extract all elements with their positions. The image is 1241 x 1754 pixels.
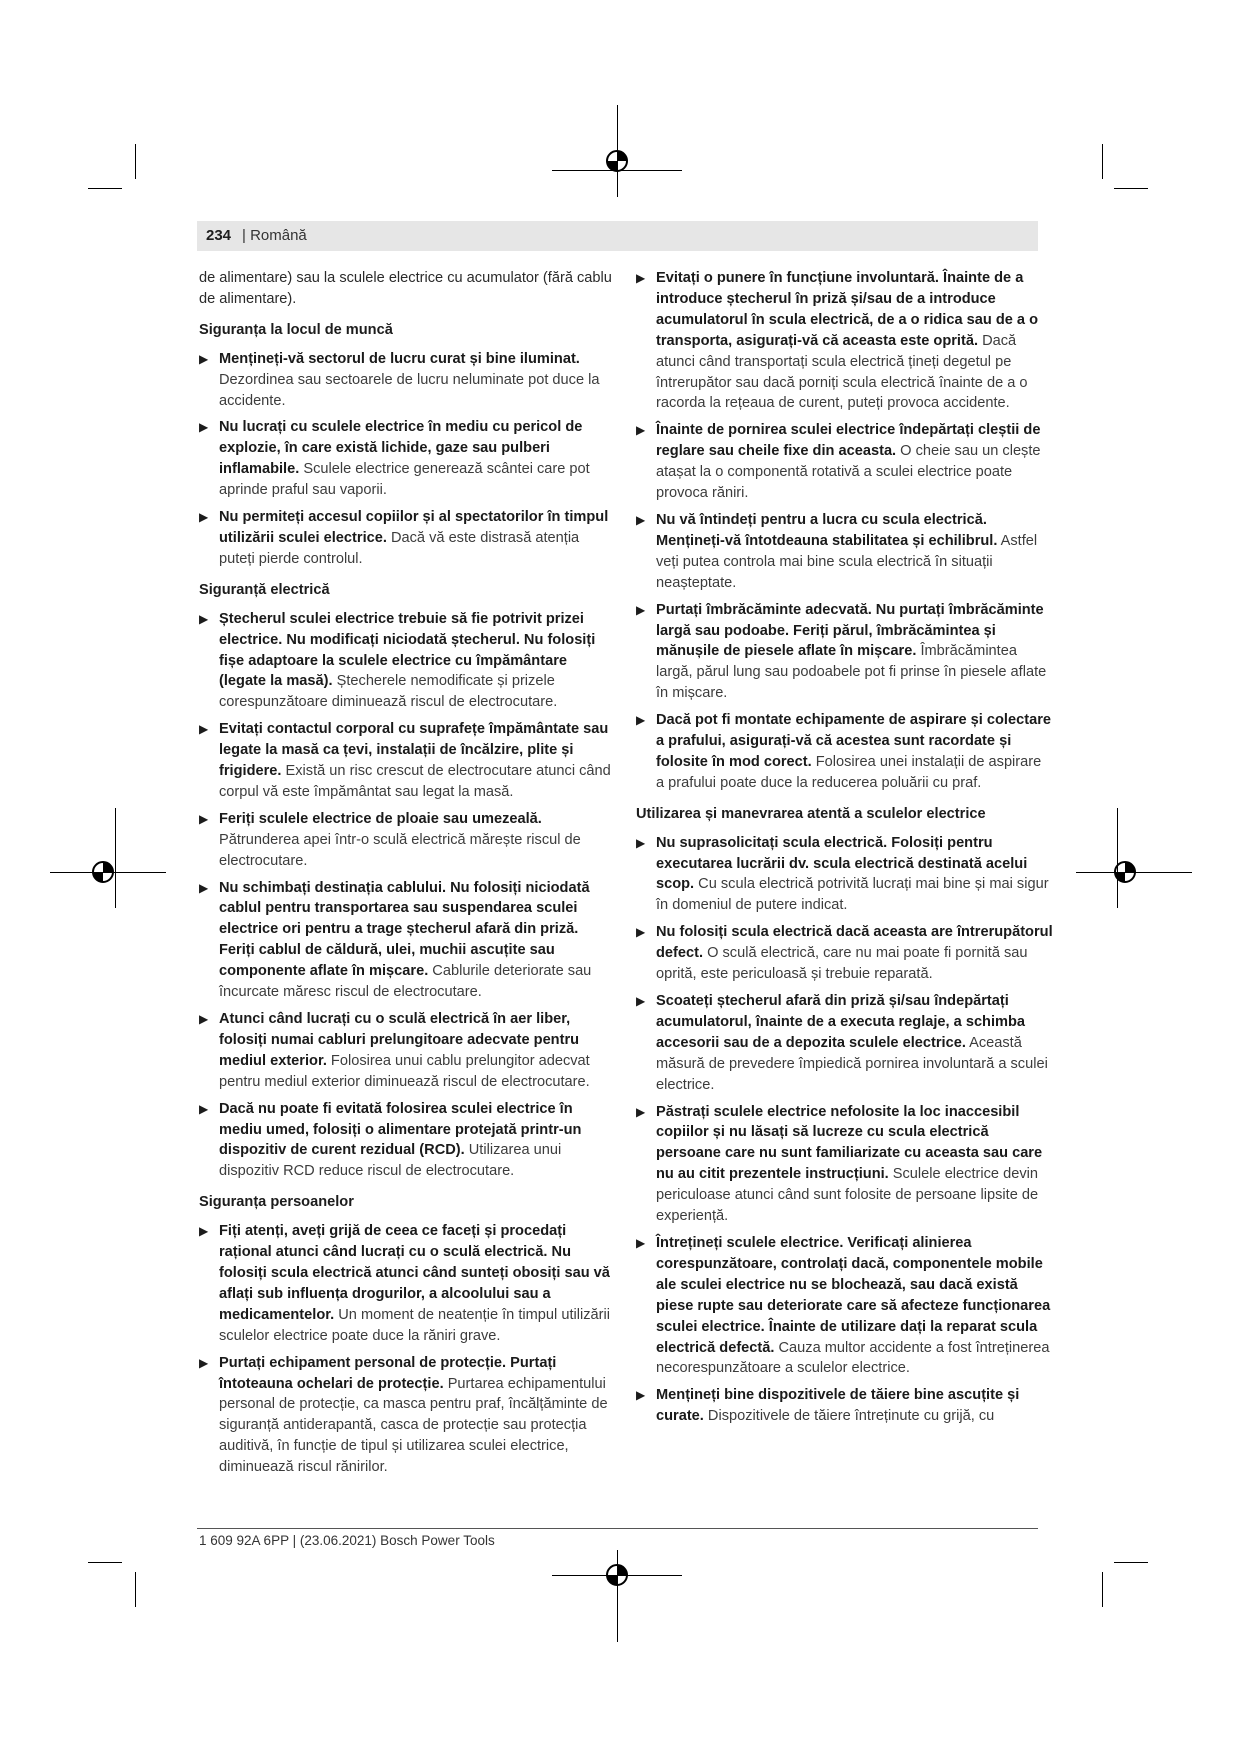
list-item: ▶ Nu lucrați cu sculele electrice în mediu cu pericol de explozie, în care există lichide, gaze sau pulberi inflamabile. Sculele electrice generează scântei care pot aprinde praful sau vaporii.	[199, 419, 590, 499]
list-item: ▶ Purtați îmbrăcăminte adecvată. Nu purtați îmbrăcăminte largă sau podoabe. Feriți părul, îmbrăcămintea și mănușile de piesele aflate în mișcare. Îmbrăcămintea largă, părul lung sau podoabele pot fi prinse în piesele aflate în mișcare.	[636, 601, 1047, 702]
registration-target-icon	[599, 1557, 635, 1593]
page-number: 234	[206, 227, 232, 244]
language-label: | Română	[242, 227, 307, 244]
crop-mark	[1114, 1562, 1148, 1563]
registration-target-icon	[599, 143, 635, 179]
bullet-arrow-icon: ▶	[636, 602, 646, 617]
list-item: ▶ Evitați o punere în funcțiune involuntară. Înainte de a introduce ștecherul în priză și/sau de a introduce acumulatorul în scula electrică, de a o ridica sau de a o transporta, asigurați-vă că aceasta este oprită. Dacă atunci când transportați scula electrică țineți degetul pe întrerupător sau dacă porniți scula electrică înainte de a o racorda la rețeaua de curent, puteți provoca accidente.	[636, 270, 1039, 412]
bullet-arrow-icon: ▶	[199, 351, 209, 366]
bullet-arrow-icon: ▶	[636, 512, 646, 527]
crop-mark	[135, 1572, 136, 1607]
crop-mark	[88, 1562, 122, 1563]
bullet-arrow-icon: ▶	[199, 722, 209, 737]
intro-text: de alimentare) sau la sculele electrice cu acumulator (fără cablu de alimentare).	[199, 270, 612, 307]
list-item: ▶ Nu folosiți scula electrică dacă aceasta are întrerupătorul defect. O sculă electrică, care nu mai poate fi pornită sau oprită, este periculoasă și trebuie reparată.	[636, 924, 1053, 983]
list-item: ▶ Scoateți ștecherul afară din priză și/sau îndepărtați acumulatorul, înainte de a executa reglaje, a schimba accesorii sau de a depozita sculele electrice. Această măsură de prevedere împiedică pornirea involuntară a sculei electrice.	[636, 993, 1048, 1093]
list-item: ▶ Feriți sculele electrice de ploaie sau umezeală. Pătrunderea apei într-o sculă electrică mărește riscul de electrocutare.	[199, 810, 581, 869]
list-item: ▶ Nu vă întindeți pentru a lucra cu scula electrică. Mențineți-vă întotdeauna stabilitatea și echilibrul. Astfel veți putea controla mai bine scula electrică în situații neașteptate.	[636, 511, 1038, 591]
bullet-arrow-icon: ▶	[199, 811, 209, 826]
section-title-tool-use: Utilizarea și manevrarea atentă a sculelor electrice	[636, 805, 986, 822]
bullet-arrow-icon: ▶	[199, 611, 209, 626]
list-item: ▶ Dacă nu poate fi evitată folosirea sculei electrice în mediu umed, folosiți o alimentare protejată printr-un dispozitiv de curent rezidual (RCD). Utilizarea unui dispozitiv RCD reduce riscul de electrocutare.	[199, 1100, 582, 1180]
list-item: ▶ Mențineți-vă sectorul de lucru curat și bine iluminat. Dezordinea sau sectoarele de lucru neluminate pot duce la accidente.	[199, 350, 600, 409]
list-item: ▶ Mențineți bine dispozitivele de tăiere bine ascuțite și curate. Dispozitivele de tăiere întreținute cu grijă, cu	[636, 1387, 1020, 1425]
registration-target-icon	[85, 854, 121, 890]
bullet-arrow-icon: ▶	[199, 1355, 209, 1370]
list-item: ▶ Nu suprasolicitați scula electrică. Folosiți pentru executarea lucrării dv. scula electrică destinată acelui scop. Cu scula electrică potrivită lucrați mai bine și mai sigur în domeniul de putere indicat.	[636, 834, 1049, 914]
bullet-arrow-icon: ▶	[636, 1104, 646, 1119]
crop-mark	[1102, 1572, 1103, 1607]
list-item: ▶ Fiți atenți, aveți grijă de ceea ce faceți și procedați rațional atunci când lucrați cu o sculă electrică. Nu folosiți scula electrică atunci când sunteți obosiți sau vă aflați sub influența drogurilor, a alcoolului sau a medicamentelor. Un moment de neatenție în timpul utilizării sculelor electrice poate duce la răniri grave.	[199, 1223, 610, 1344]
list-item: ▶ Ștecherul sculei electrice trebuie să fie potrivit prizei electrice. Nu modificați niciodată ștecherul. Nu folosiți fișe adaptoare la sculele electrice cu împământare (legate la masă). Ștecherele nemodificate și prizele corespunzătoare diminuează riscul de electrocutare.	[199, 610, 596, 711]
bullet-arrow-icon: ▶	[636, 271, 646, 285]
list-item: ▶ Nu permiteți accesul copiilor și al spectatorilor în timpul utilizării sculei electrice. Dacă vă este distrasă atenția puteți pierde controlul.	[199, 509, 609, 567]
list-item: ▶ Nu schimbați destinația cablului. Nu folosiți niciodată cablul pentru transportarea sau suspendarea sculei electrice ori pentru a trage ștecherul afară din priză. Feriți cablul de căldură, ulei, muchii ascuțite sau componente aflate în mișcare. Cablurile deteriorate sau încurcate măresc riscul de electrocutare.	[199, 879, 592, 1001]
bullet-arrow-icon: ▶	[199, 510, 209, 525]
section-title-personal-safety: Siguranța persoanelor	[199, 1194, 354, 1211]
section-title-electrical-safety: Siguranță electrică	[199, 581, 330, 598]
bullet-arrow-icon: ▶	[199, 1012, 209, 1026]
list-item: ▶ Întrețineți sculele electrice. Verificați alinierea corespunzătoare, controlați dacă, componentele mobile ale sculei electrice nu se blochează, sau dacă există piese rupte sau deteriorate care să afecteze funcționarea sculei electrice. Înainte de utilizare dați la reparat scula electrică defectă. Cauza multor accidente a fost întreținerea necorespunzătoare a sculelor electrice.	[636, 1234, 1051, 1377]
bullet-arrow-icon: ▶	[636, 1235, 646, 1250]
page-footer: 1 609 92A 6PP | (23.06.2021) Bosch Power Tools	[199, 1533, 495, 1548]
bullet-arrow-icon: ▶	[636, 713, 646, 728]
bullet-arrow-icon: ▶	[636, 925, 646, 940]
bullet-arrow-icon: ▶	[636, 835, 646, 850]
bullet-arrow-icon: ▶	[636, 423, 646, 438]
list-item: ▶ Purtați echipament personal de protecție. Purtați întoteauna ochelari de protecție. Purtarea echipamentului personal de protecție, ca masca pentru praf, încălțăminte de siguranță antiderapantă, casca de protecție sau protecția auditivă, în funcție de tipul și utilizarea sculei electrice, diminuează riscul rănirilor.	[199, 1354, 608, 1476]
section-title-work-area: Siguranța la locul de muncă	[199, 321, 393, 338]
bullet-arrow-icon: ▶	[199, 420, 209, 435]
page-header	[197, 221, 1038, 251]
bullet-arrow-icon: ▶	[199, 1224, 209, 1239]
right-column	[636, 268, 1053, 1433]
registration-target-icon	[1107, 854, 1143, 890]
left-column	[199, 268, 616, 1484]
bullet-arrow-icon: ▶	[199, 1101, 209, 1116]
list-item: ▶ Atunci când lucrați cu o sculă electrică în aer liber, folosiți numai cabluri prelungitoare adecvate pentru mediul exterior. Folosirea unui cablu prelungitor adecvat pentru mediul exterior diminuează riscul de electrocutare.	[199, 1011, 590, 1090]
crop-mark	[1102, 144, 1103, 179]
crop-mark	[135, 144, 136, 179]
bullet-arrow-icon: ▶	[636, 994, 646, 1008]
bullet-arrow-icon: ▶	[636, 1388, 646, 1403]
list-item: ▶ Dacă pot fi montate echipamente de aspirare și colectare a prafului, asigurați-vă că acestea sunt racordate și folosite în mod corect. Folosirea unei instalații de aspirare a prafului poate duce la reducerea poluării cu praf.	[636, 712, 1051, 791]
footer-divider	[197, 1528, 1038, 1529]
list-item: ▶ Înainte de pornirea sculei electrice îndepărtați cleștii de reglare sau cheile fixe din aceasta. O cheie sau un clește atașat la o componentă rotativă a sculei electrice poate provoca răniri.	[636, 422, 1041, 502]
list-item: ▶ Evitați contactul corporal cu suprafețe împământate sau legate la masă ca țevi, instalații de încălzire, plite și frigidere. Există un risc crescut de electrocutare atunci când corpul vă este împământat sau legat la masă.	[199, 721, 611, 800]
crop-mark	[88, 188, 122, 189]
list-item: ▶ Păstrați sculele electrice nefolosite la loc inaccesibil copiilor și nu lăsați să lucreze cu scula electrică persoane care nu sunt familiarizate cu aceasta sau care nu au citit prezentele instrucțiuni. Sculele electrice devin periculoase atunci când sunt folosite de persoane lipsite de experiență.	[636, 1103, 1043, 1225]
crop-mark	[1114, 188, 1148, 189]
bullet-arrow-icon: ▶	[199, 880, 209, 895]
